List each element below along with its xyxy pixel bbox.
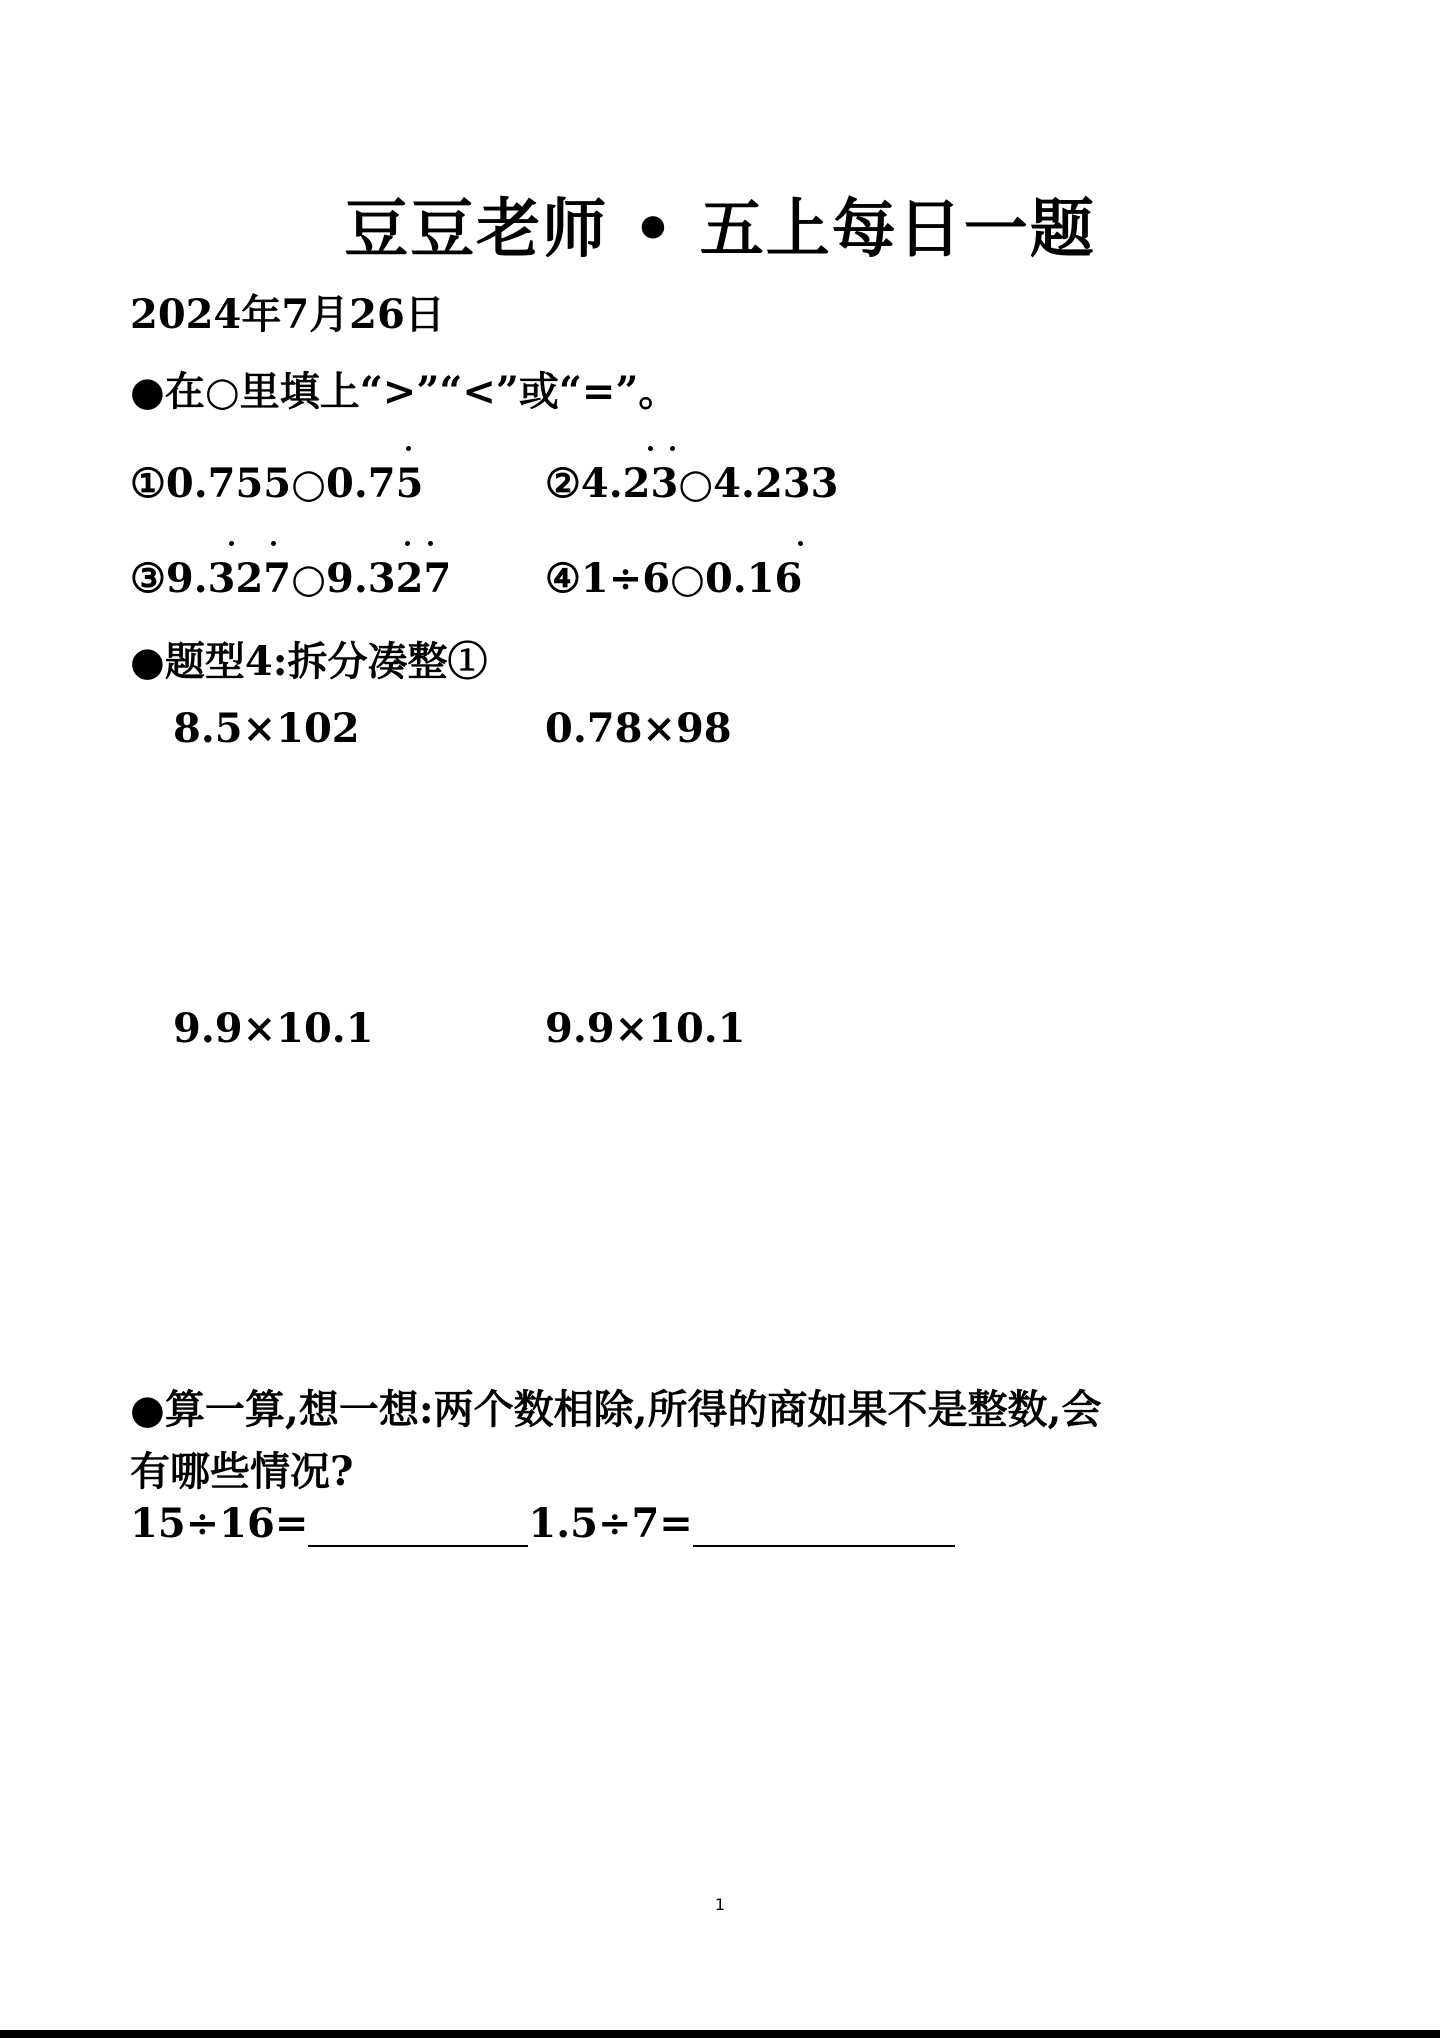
- section2-heading: ●题型4:拆分凑整①: [130, 638, 488, 685]
- repeating-dot: [670, 446, 675, 451]
- section3-question-line2: 有哪些情况?: [130, 1448, 354, 1495]
- division-calc-row: [130, 1500, 955, 1547]
- compare-item-2: ②4.23○4.233: [545, 460, 839, 507]
- repeating-dot: [798, 541, 803, 546]
- repeating-dot: [406, 446, 411, 451]
- division-calc-2: 1.5÷7=: [528, 1500, 693, 1547]
- repeating-dot: [229, 541, 234, 546]
- division-calc-1: 15÷16=: [130, 1500, 309, 1547]
- repeating-dot: [428, 541, 433, 546]
- calc-problem-4: 9.9×10.1: [545, 1005, 746, 1052]
- repeating-dot: [405, 541, 410, 546]
- calc-problem-3: 9.9×10.1: [173, 1005, 374, 1052]
- page-number: 1: [714, 1895, 726, 1914]
- compare-item-4: ④1÷6○0.16: [545, 555, 803, 602]
- repeating-dot: [271, 541, 276, 546]
- calc-problem-1: 8.5×102: [173, 705, 360, 752]
- compare-item-3: ③9.327○9.327: [130, 555, 452, 602]
- repeating-dot: [648, 446, 653, 451]
- section1-instruction: ●在○里填上“>”“<”或“=”。: [130, 368, 679, 415]
- page-bottom-border: [0, 2030, 1440, 2038]
- section3-question-line1: ●算一算,想一想:两个数相除,所得的商如果不是整数,会: [130, 1386, 1102, 1433]
- compare-item-1: ①0.755○0.75: [130, 460, 424, 507]
- answer-blank-1[interactable]: [308, 1507, 528, 1547]
- answer-blank-2[interactable]: [693, 1507, 955, 1547]
- calc-problem-2: 0.78×98: [545, 705, 732, 752]
- date-line: 2024年7月26日: [130, 291, 445, 338]
- page-title: 豆豆老师 • 五上每日一题: [344, 192, 1096, 267]
